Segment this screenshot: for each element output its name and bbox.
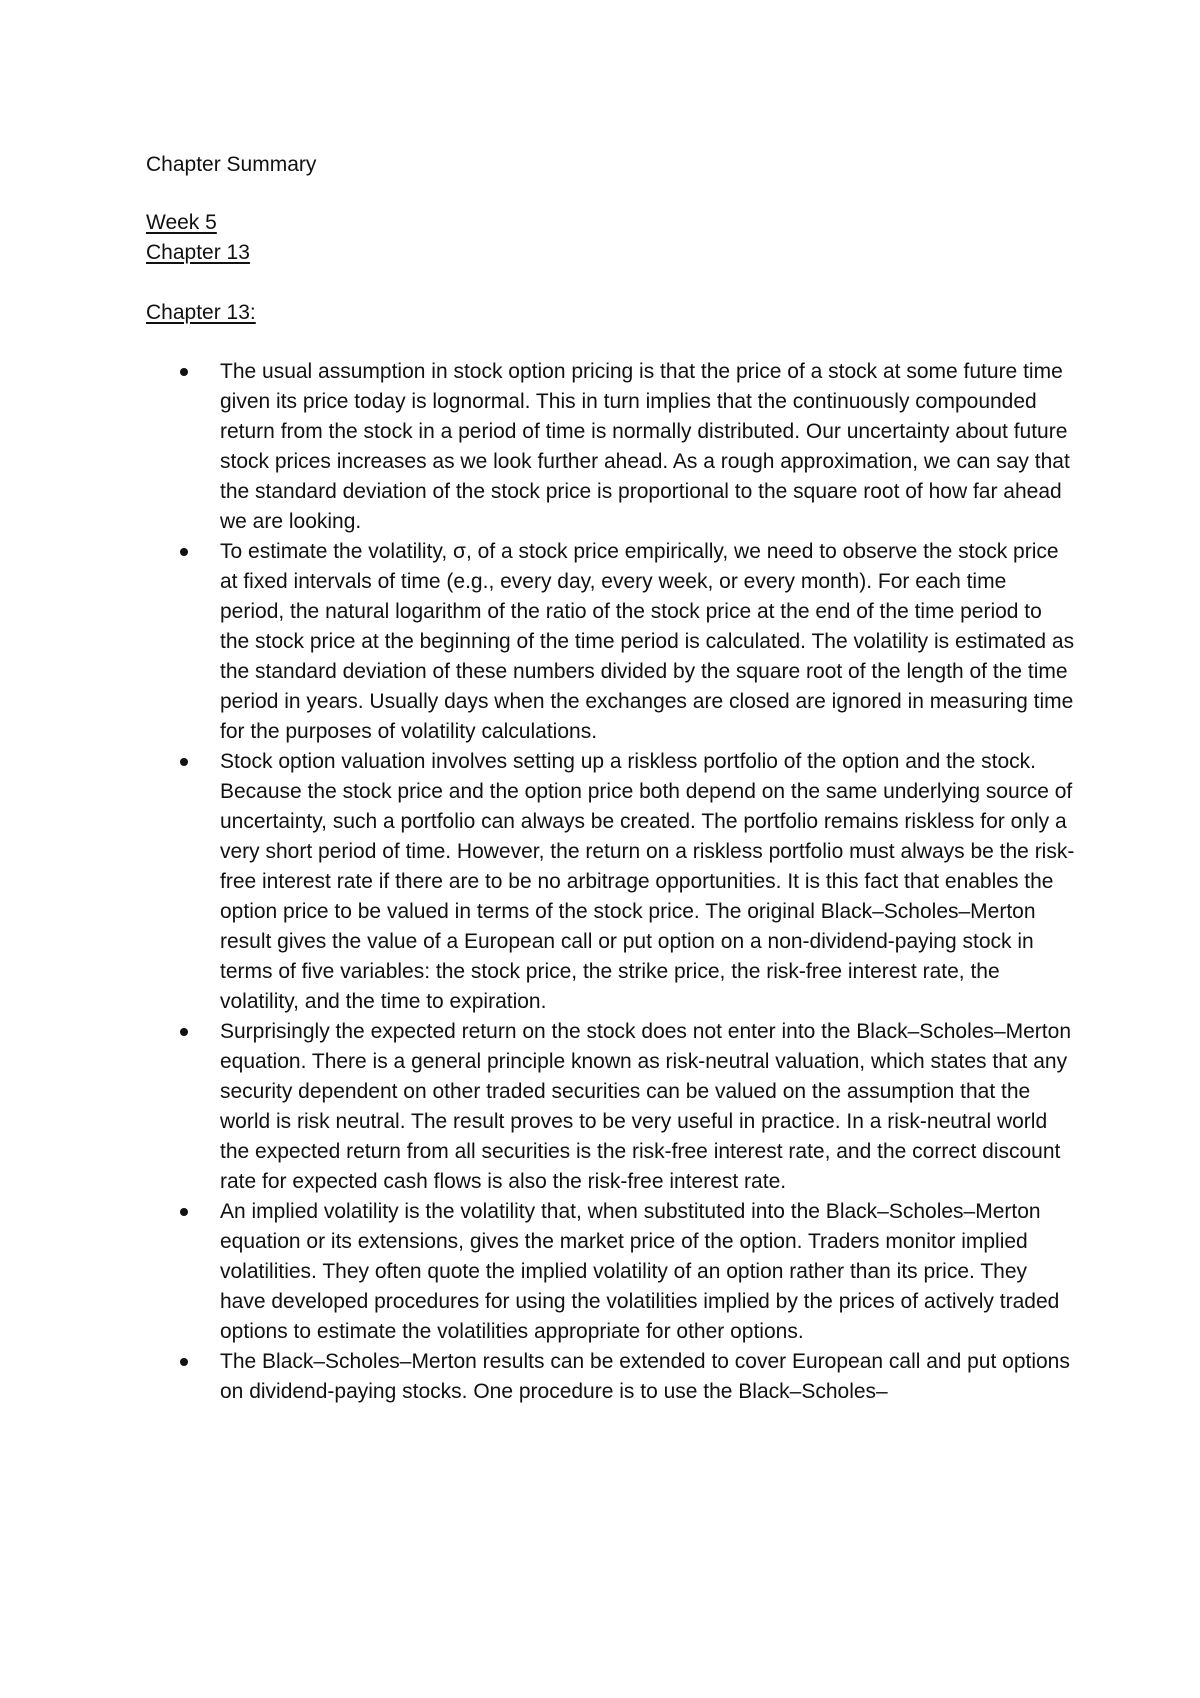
week-link[interactable]: Week 5	[146, 211, 217, 234]
bullet-dot-icon	[180, 368, 188, 376]
summary-bullet-text: Stock option valuation involves setting up a riskless portfolio of the option and the stock. Because the stock price and the option price both depend on the same underlying source of uncertainty, such a portfolio can always be created. The portfolio remains riskless for only a very short period of time. However, the return on a riskless portfolio must always be the risk-free interest rate if there are to be no arbitrage opportunities. It is this fact that enables the option price to be valued in terms of the stock price. The original Black–Scholes–Merton result gives the value of a European call or put option on a non-dividend-paying stock in terms of five variables: the stock price, the strike price, the risk-free interest rate, the volatility, and the time to expiration.	[220, 750, 1075, 1013]
bullet-dot-icon	[180, 1358, 188, 1366]
document-title: Chapter Summary	[146, 153, 317, 176]
summary-bullet-text: The usual assumption in stock option pricing is that the price of a stock at some future time given its price today is lognormal. This in turn implies that the continuously compounded return from the stock in a period of time is normally distributed. Our uncertainty about future stock prices increases as we look further ahead. As a rough approximation, we can say that the standard deviation of the stock price is proportional to the square root of how far ahead we are looking.	[220, 360, 1070, 533]
summary-bullet-text: To estimate the volatility, σ, of a stock price empirically, we need to observe the stock price at fixed intervals of time (e.g., every day, every week, or every month). For each time period, the natural logarithm of the ratio of the stock price at the end of the time period to the stock price at the beginning of the time period is calculated. The volatility is estimated as the standard deviation of these numbers divided by the square root of the length of the time period in years. Usually days when the exchanges are closed are ignored in measuring time for the purposes of volatility calculations.	[220, 540, 1075, 743]
summary-bullet-item	[176, 357, 1076, 537]
summary-bullet-item	[176, 537, 1076, 747]
summary-bullet-item	[176, 1347, 1076, 1407]
summary-bullet-text: An implied volatility is the volatility that, when substituted into the Black–Scholes–Merton equation or its extensions, gives the market price of the option. Traders monitor implied volatilities. They often quote the implied volatility of an option rather than its price. They have developed procedures for using the volatilities implied by the prices of actively traded options to estimate the volatilities appropriate for other options.	[220, 1200, 1060, 1343]
chapter-link[interactable]: Chapter 13	[146, 241, 250, 264]
section-heading: Chapter 13:	[146, 301, 256, 324]
summary-bullet-item	[176, 1197, 1076, 1347]
summary-bullet-text: The Black–Scholes–Merton results can be extended to cover European call and put options on dividend-paying stocks. One procedure is to use the Black–Scholes–	[220, 1350, 1070, 1403]
summary-bullet-list	[176, 357, 1076, 1407]
bullet-dot-icon	[180, 758, 188, 766]
summary-bullet-text: Surprisingly the expected return on the stock does not enter into the Black–Scholes–Merton equation. There is a general principle known as risk-neutral valuation, which states that any security dependent on other traded securities can be valued on the assumption that the world is risk neutral. The result proves to be very useful in practice. In a risk-neutral world the expected return from all securities is the risk-free interest rate, and the correct discount rate for expected cash flows is also the risk-free interest rate.	[220, 1020, 1071, 1193]
bullet-dot-icon	[180, 548, 188, 556]
bullet-dot-icon	[180, 1208, 188, 1216]
summary-bullet-item	[176, 1017, 1076, 1197]
bullet-dot-icon	[180, 1028, 188, 1036]
summary-bullet-item	[176, 747, 1076, 1017]
